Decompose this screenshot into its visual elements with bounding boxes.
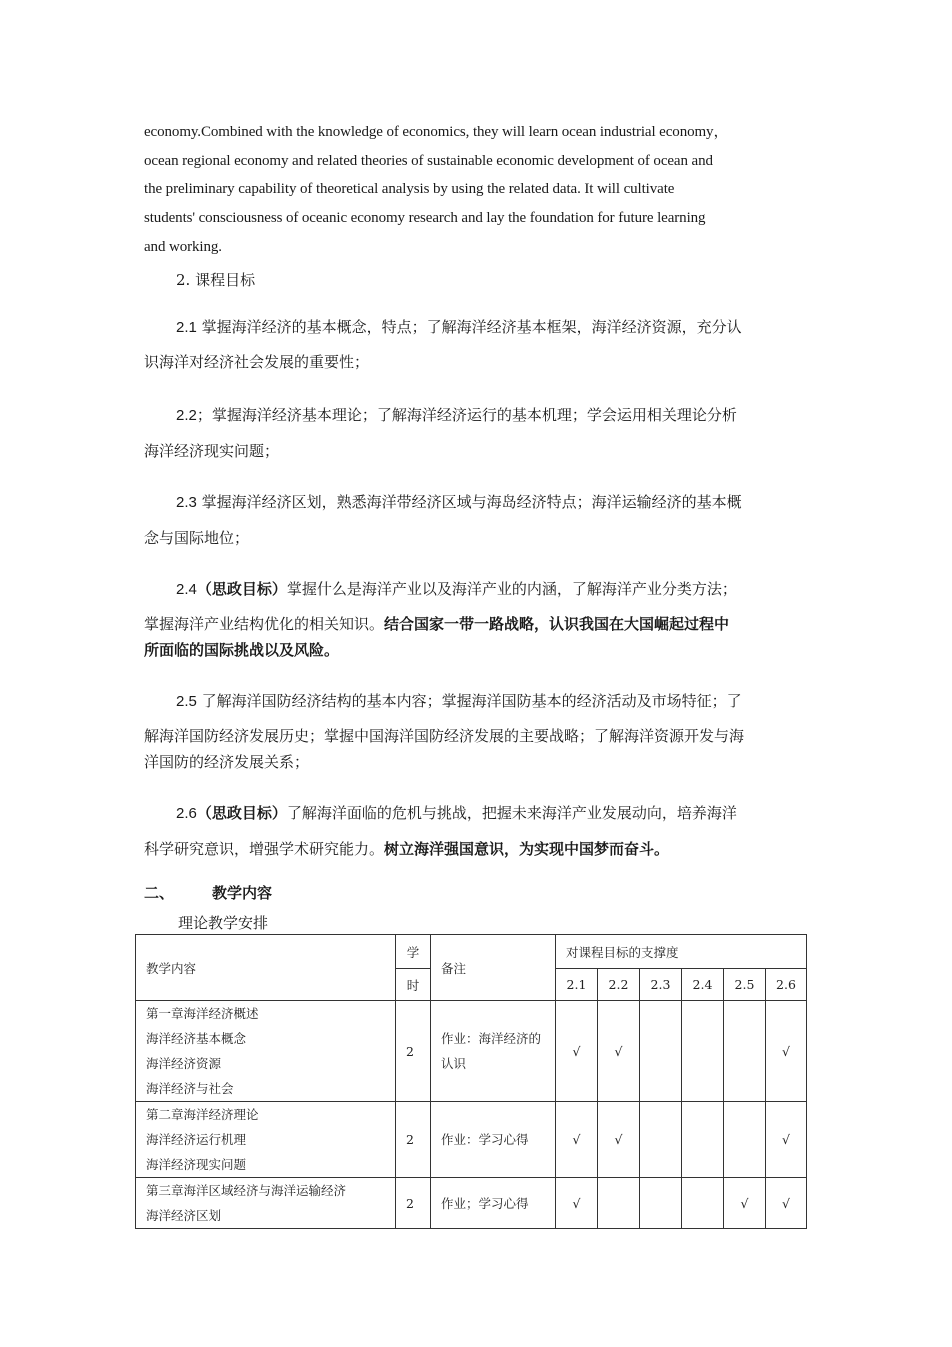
check-cell <box>682 1102 724 1178</box>
check-cell <box>682 1178 724 1229</box>
goal-bold-text: 所面临的国际挑战以及风险。 <box>144 641 340 659</box>
table-row <box>136 1001 807 1102</box>
goal-number: 2.2 <box>176 407 197 424</box>
header-goal: 2.2 <box>598 969 640 1001</box>
section-title: 教学内容 <box>212 884 273 902</box>
check-cell: √ <box>766 1178 807 1229</box>
goal-number: 2.5 <box>176 693 197 710</box>
note-line: 作业；学习心得 <box>441 1195 529 1211</box>
check-cell: √ <box>766 1001 807 1102</box>
goal-number: 2.4 <box>176 581 197 598</box>
goal-number: 2.3 <box>176 494 197 511</box>
goal-2-4 <box>144 574 816 663</box>
chapter-title: 第二章海洋经济理论 <box>146 1107 259 1122</box>
header-hours-1: 学 <box>396 935 431 969</box>
header-content: 教学内容 <box>136 935 396 1001</box>
table-header-row <box>136 935 807 969</box>
goal-text: 念与国际地位； <box>144 529 250 547</box>
topic: 海洋经济运行机理 <box>146 1132 247 1147</box>
goal-2-5 <box>144 686 816 775</box>
check-cell: √ <box>556 1102 598 1178</box>
row-content <box>136 1102 396 1178</box>
check-cell: √ <box>724 1178 766 1229</box>
chapter-title: 第一章海洋经济概述 <box>146 1006 259 1021</box>
check-cell <box>682 1001 724 1102</box>
row-hours: 2 <box>396 1102 431 1178</box>
note-line: 作业：学习心得 <box>441 1132 529 1147</box>
row-content <box>136 1178 396 1229</box>
check-cell: √ <box>766 1102 807 1178</box>
check-cell <box>598 1178 640 1229</box>
goal-text: 科学研究意识，增强学术研究能力。 <box>144 840 385 858</box>
section-heading-teaching-content <box>144 880 272 906</box>
table-row <box>136 1102 807 1178</box>
english-line: and working. <box>144 238 222 255</box>
goal-text: 掌握海洋经济的基本概念，特点；了解海洋经济基本框架，海洋经济资源，充分认 <box>196 318 742 336</box>
note-line: 作业：海洋经济的 <box>441 1031 542 1046</box>
check-cell <box>640 1102 682 1178</box>
goal-2-3 <box>144 487 816 553</box>
goal-text: 识海洋对经济社会发展的重要性； <box>144 353 370 371</box>
check-cell <box>640 1001 682 1102</box>
row-notes <box>431 1178 556 1229</box>
header-goal: 2.1 <box>556 969 598 1001</box>
english-line: students' consciousness of oceanic economy research and lay the foundation for future learning <box>144 210 706 227</box>
topic: 海洋经济资源 <box>146 1056 222 1071</box>
goal-text: 了解海洋面临的危机与挑战，把握未来海洋产业发展动向，培养海洋 <box>286 804 737 822</box>
section-heading-course-goals: 2. 课程目标 <box>176 271 256 289</box>
chapter-title: 第三章海洋区域经济与海洋运输经济 <box>146 1183 347 1198</box>
check-cell <box>640 1178 682 1229</box>
row-notes <box>431 1001 556 1102</box>
goal-text: 了解海洋国防经济结构的基本内容；掌握海洋国防基本的经济活动及市场特征；了 <box>196 692 742 710</box>
header-hours-2: 时 <box>396 969 431 1001</box>
header-notes: 备注 <box>431 935 556 1001</box>
goal-number: 2.6 <box>176 805 197 822</box>
row-notes <box>431 1102 556 1178</box>
check-cell: √ <box>598 1102 640 1178</box>
subheading-theory-arrangement: 理论教学安排 <box>178 914 269 932</box>
goal-bold-text: 结合国家一带一路战略，认识我国在大国崛起过程中 <box>384 615 730 633</box>
note-line: 认识 <box>441 1056 467 1071</box>
english-line: the preliminary capability of theoretical analysis by using the related data. It will cultivate <box>144 181 675 198</box>
goal-number: 2.1 <box>176 319 197 336</box>
english-line: ocean regional economy and related theories of sustainable economic development of ocean and <box>144 152 713 169</box>
teaching-schedule-table <box>135 934 807 1229</box>
header-goal: 2.3 <box>640 969 682 1001</box>
goal-text: 海洋经济现实问题； <box>144 442 280 460</box>
goal-2-2 <box>144 400 816 466</box>
goal-text: 解海洋国防经济发展历史；掌握中国海洋国防经济发展的主要战略；了解海洋资源开发与海 <box>144 727 745 745</box>
row-hours: 2 <box>396 1178 431 1229</box>
goal-text: 洋国防的经济发展关系； <box>144 753 310 771</box>
check-cell <box>724 1102 766 1178</box>
goal-text: 掌握海洋经济区划，熟悉海洋带经济区域与海岛经济特点；海洋运输经济的基本概 <box>196 493 742 511</box>
goal-2-1 <box>144 312 816 377</box>
ideological-tag: （思政目标） <box>196 580 287 598</box>
goal-text: 掌握什么是海洋产业以及海洋产业的内涵，了解海洋产业分类方法； <box>286 580 737 598</box>
section-number: 二、 <box>144 884 175 902</box>
check-cell: √ <box>598 1001 640 1102</box>
check-cell: √ <box>556 1178 598 1229</box>
topic: 海洋经济现实问题 <box>146 1157 247 1172</box>
header-goal: 2.4 <box>682 969 724 1001</box>
row-hours: 2 <box>396 1001 431 1102</box>
english-abstract <box>144 118 820 262</box>
header-goal: 2.6 <box>766 969 807 1001</box>
goal-2-6 <box>144 798 816 864</box>
check-cell: √ <box>556 1001 598 1102</box>
row-content <box>136 1001 396 1102</box>
check-cell <box>724 1001 766 1102</box>
goal-text: ；掌握海洋经济基本理论；了解海洋经济运行的基本机理；学会运用相关理论分析 <box>196 406 737 424</box>
goal-text: 掌握海洋产业结构优化的相关知识。 <box>144 615 385 633</box>
table-row <box>136 1178 807 1229</box>
topic: 海洋经济与社会 <box>146 1081 234 1096</box>
ideological-tag: （思政目标） <box>196 804 287 822</box>
header-goal: 2.5 <box>724 969 766 1001</box>
header-support: 对课程目标的支撑度 <box>556 935 807 969</box>
goal-bold-text: 树立海洋强国意识，为实现中国梦而奋斗。 <box>384 840 670 858</box>
english-line: economy.Combined with the knowledge of economics, they will learn ocean industrial economy， <box>144 124 729 140</box>
topic: 海洋经济区划 <box>146 1208 222 1223</box>
topic: 海洋经济基本概念 <box>146 1031 247 1046</box>
